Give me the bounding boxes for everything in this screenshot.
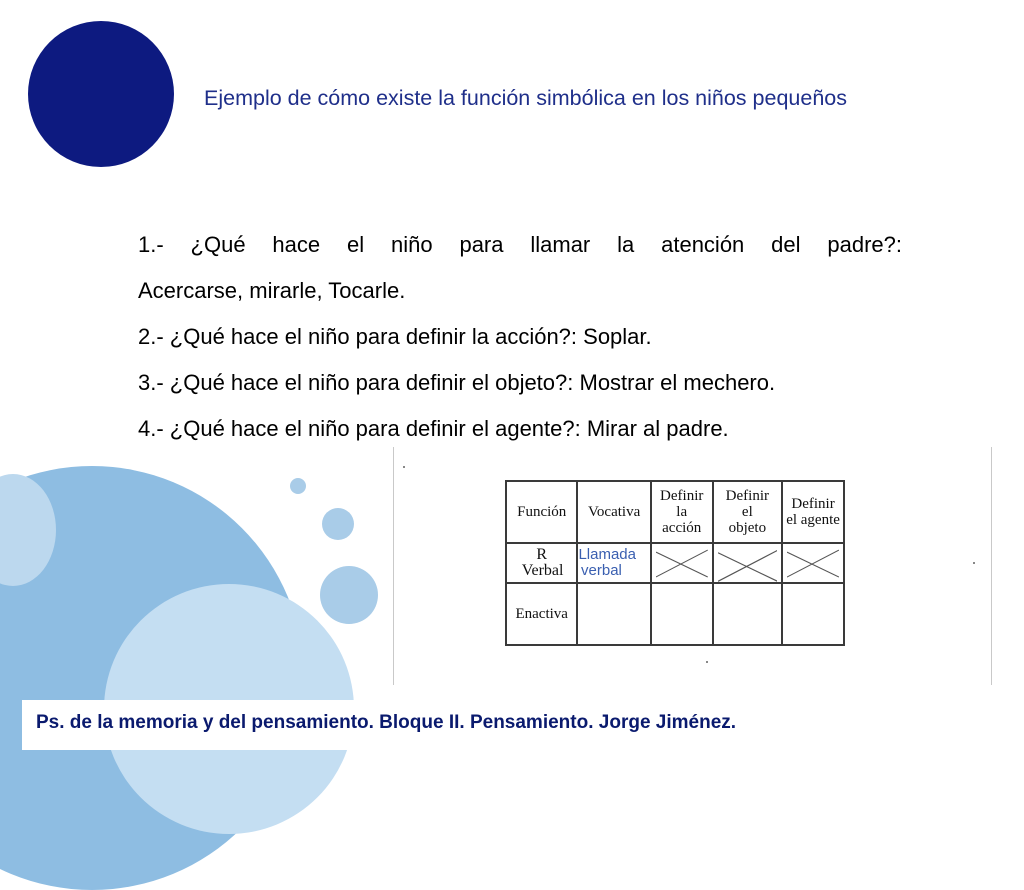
header-vocativa: Vocativa bbox=[577, 481, 650, 543]
row-label-r-verbal-text: R Verbal bbox=[521, 546, 564, 579]
body-line-4: 3.- ¿Qué hace el niño para definir el objeto?: Mostrar el mechero. bbox=[138, 370, 776, 395]
header-definir-objeto-label: Definir el objeto bbox=[725, 488, 769, 536]
header-funcion: Función bbox=[506, 481, 577, 543]
cross-mark-icon bbox=[718, 548, 777, 584]
cross-mark-icon bbox=[787, 548, 839, 579]
small-blue-dot-1 bbox=[290, 478, 306, 494]
cell-crossed-objeto bbox=[713, 543, 783, 583]
empty-cell bbox=[651, 583, 713, 645]
row-label-enactiva: Enactiva bbox=[506, 583, 577, 645]
header-definir-objeto bbox=[713, 481, 783, 543]
header-definir-accion bbox=[651, 481, 713, 543]
scan-edge-left bbox=[393, 447, 394, 685]
body-line-5: 4.- ¿Qué hace el niño para definir el agente?: Mirar al padre. bbox=[138, 416, 729, 441]
empty-cell bbox=[782, 583, 844, 645]
scan-edge-right bbox=[991, 447, 992, 685]
header-definir-accion-label: Definir la acción bbox=[660, 488, 704, 536]
body-line-3: 2.- ¿Qué hace el niño para definir la acción?: Soplar. bbox=[138, 324, 652, 349]
scan-speck bbox=[706, 661, 708, 663]
medium-blue-dot bbox=[320, 566, 378, 624]
table-row bbox=[506, 583, 844, 645]
cross-mark-icon bbox=[656, 548, 708, 579]
table-header-row bbox=[506, 481, 844, 543]
cell-crossed-accion bbox=[651, 543, 713, 583]
llamada-verbal-note: Llamada verbal bbox=[578, 546, 636, 579]
cell-crossed-agente bbox=[782, 543, 844, 583]
scan-speck bbox=[973, 562, 975, 564]
empty-cell bbox=[713, 583, 783, 645]
body-text bbox=[138, 222, 902, 452]
header-definir-agente-label: Definir el agente bbox=[786, 496, 840, 528]
empty-cell bbox=[577, 583, 650, 645]
footer-text: Ps. de la memoria y del pensamiento. Bloque II. Pensamiento. Jorge Jiménez. bbox=[36, 712, 737, 733]
cell-llamada-verbal bbox=[577, 543, 650, 583]
row-label-r-verbal bbox=[506, 543, 577, 583]
body-line-1: 1.- ¿Qué hace el niño para llamar la atención del padre?: bbox=[138, 232, 902, 257]
small-blue-dot-2 bbox=[322, 508, 354, 540]
scan-speck bbox=[403, 466, 405, 468]
dark-blue-circle bbox=[28, 21, 174, 167]
slide-title: Ejemplo de cómo existe la función simbólica en los niños pequeños bbox=[204, 86, 847, 110]
table-row bbox=[506, 543, 844, 583]
body-line-2: Acercarse, mirarle, Tocarle. bbox=[138, 278, 406, 303]
header-definir-agente bbox=[782, 481, 844, 543]
function-table bbox=[505, 480, 845, 646]
